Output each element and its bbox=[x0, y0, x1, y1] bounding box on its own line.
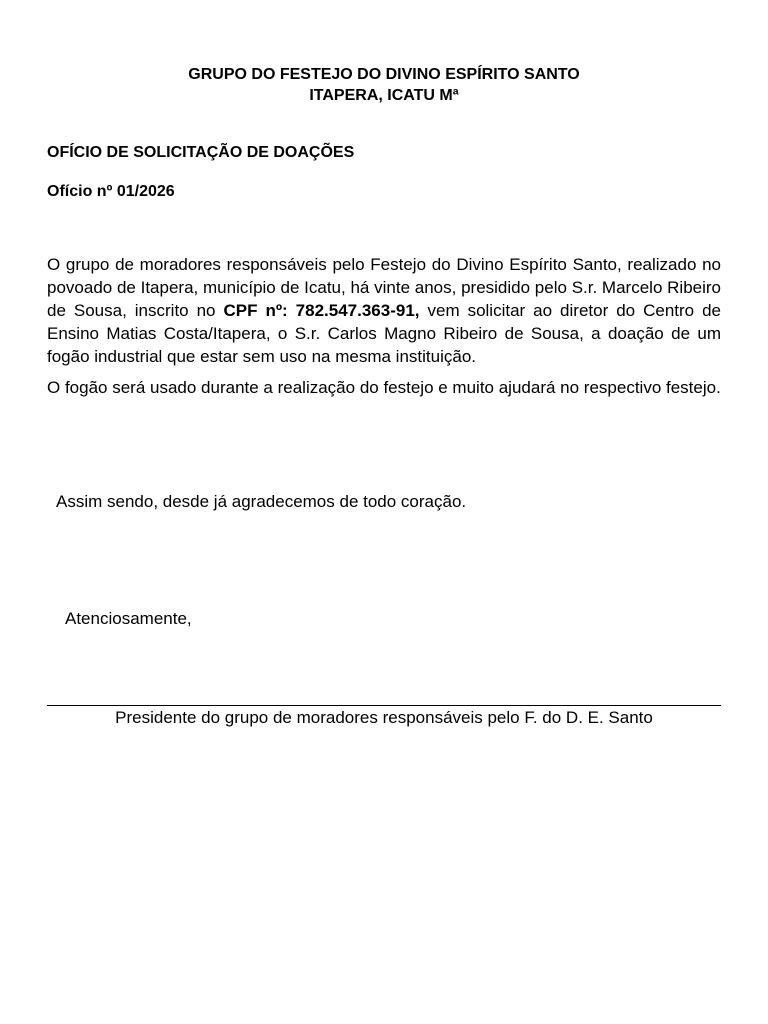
office-number: Ofício nº 01/2026 bbox=[47, 183, 175, 200]
thanks-line: Assim sendo, desde já agradecemos de todo coração. bbox=[56, 492, 467, 511]
closing-line: Atenciosamente, bbox=[65, 609, 192, 628]
paragraph-1-text-end: vem solicitar ao diretor do Centro de Ensino Matias Costa/Itapera, o S.r. Carlos Magno Ribeiro de Sousa, a doação de um fogão industrial que estar sem uso na mesma instituição. bbox=[47, 301, 721, 366]
document-subject: OFÍCIO DE SOLICITAÇÃO DE DOAÇÕES bbox=[47, 144, 355, 161]
cpf-number: CPF nº: 782.547.363-91, bbox=[223, 301, 420, 320]
signature-caption: Presidente do grupo de moradores responsáveis pelo F. do D. E. Santo bbox=[115, 708, 653, 727]
body-paragraph-2: O fogão será usado durante a realização do festejo e muito ajudará no respectivo festejo. bbox=[47, 378, 721, 397]
header-title: GRUPO DO FESTEJO DO DIVINO ESPÍRITO SANTO bbox=[188, 66, 580, 83]
paragraph-1-text-start: O grupo de moradores responsáveis pelo Festejo do Divino Espírito Santo, realizado no povoado de Itapera, município de Icatu, há vinte anos, presidido pelo S.r. Marcelo Ribeiro de Sousa, inscrito no bbox=[47, 255, 721, 320]
header-location: ITAPERA, ICATU Mª bbox=[309, 87, 459, 104]
document-header bbox=[0, 64, 768, 106]
body-paragraph-1 bbox=[47, 253, 721, 368]
